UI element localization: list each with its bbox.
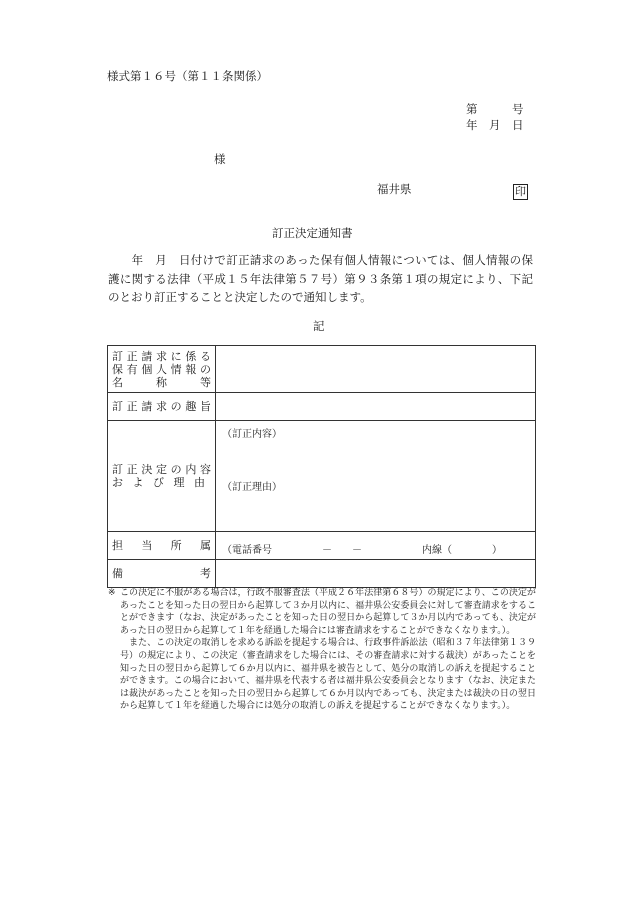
label-line: 担 当 所 属 (112, 539, 211, 552)
table-row (108, 393, 536, 421)
form-number: 様式第１６号（第１１条関係） (107, 69, 268, 83)
value-personal-info-name (216, 346, 536, 393)
value-decision-content (216, 421, 536, 532)
label-line: 訂正請求に係る (112, 349, 211, 363)
notice-paragraph: 年 月 日付けで訂正請求のあった保有個人情報については、個人情報の保護に関する法律（平成１５年法律第５７号）第９３条第１項の規定により、下記のとおり訂正することと決定したので通知します。 (108, 253, 533, 304)
note-appeal: この決定に不服がある場合は，行政不服審査法（平成２６年法律第６８号）の規定により、この決定があったことを知った日の翌日から起算して３か月以内に、福井県公安委員会に対して審査請求をすることができます（なお、決定があったことを知った日の翌日から起算して３か月以内であっても、決定があった日の翌日から起算して１年を経過した場合には審査請求をすることができなくなります。）。 (120, 588, 536, 636)
notes-section (108, 587, 536, 713)
value-remarks (216, 560, 536, 588)
table-row (108, 421, 536, 532)
addressee-suffix: 様 (214, 152, 226, 166)
label-line: および理由 (112, 476, 211, 489)
table-row (108, 346, 536, 393)
label-line: 名 称 等 (112, 375, 211, 389)
seal-mark (513, 180, 528, 200)
ki-heading: 記 (313, 319, 325, 333)
phone-extension: （電話番号 － － 内線（ ） (222, 545, 502, 556)
issue-date: 年 月 日 (466, 118, 524, 132)
document-number: 第 号 (466, 102, 524, 116)
value-request-purpose (216, 393, 536, 421)
label-personal-info-name (108, 346, 216, 393)
correction-reason-label: （訂正理由） (222, 482, 282, 493)
issuer-name: 福井県 (377, 182, 412, 196)
table-row (108, 532, 536, 560)
document-title: 訂正決定通知書 (272, 226, 353, 240)
label-remarks (108, 560, 216, 588)
label-request-purpose (108, 393, 216, 421)
value-department (216, 532, 536, 560)
decision-table (107, 345, 536, 588)
label-line: 訂正請求の趣旨 (112, 400, 211, 413)
label-line: 保有個人情報の (112, 362, 211, 376)
label-department (108, 532, 216, 560)
table-row (108, 560, 536, 588)
label-line: 備 考 (112, 567, 211, 580)
note-mark: ※ (108, 588, 116, 598)
correction-content-label: （訂正内容） (222, 429, 282, 440)
label-decision-content (108, 421, 216, 532)
label-line: 訂正決定の内容 (112, 463, 211, 476)
seal-label: 印 (515, 185, 526, 198)
note-lawsuit: また、この決定の取消しを求める訴訟を提起する場合は、行政事件訴訟法（昭和３７年法律第１３９号）の規定により、この決定（審査請求をした場合には、その審査請求に対する裁決）があったことを知った日の翌日から起算して６か月以内に、福井県を被告として、処分の取消しの訴えを提起することができます。この場合において、福井県を代表する者は福井県公安委員会となります（なお、決定または裁決があったことを知った日の翌日から起算して６か月以内であっても、決定または裁決の日の翌日から起算して１年を経過した場合には処分の取消しの訴えを提起することができなくなります。）。 (120, 638, 536, 712)
